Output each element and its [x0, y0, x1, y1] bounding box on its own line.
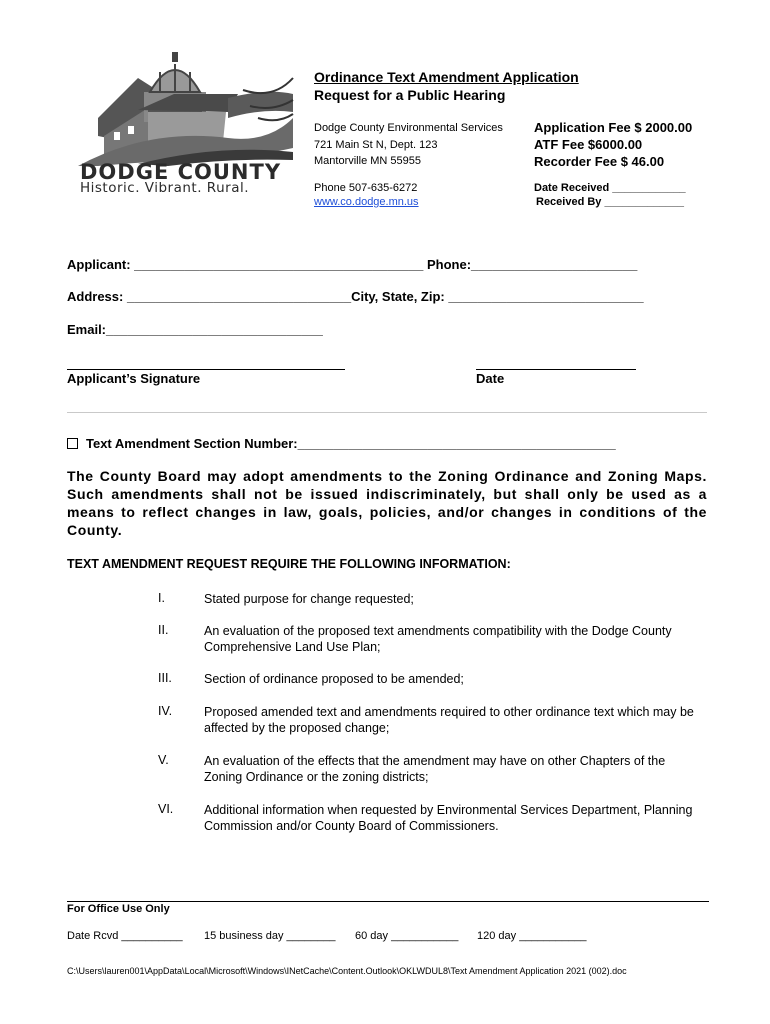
req-item: Section of ordinance proposed to be amended;: [204, 672, 464, 686]
req-num: VI.: [158, 802, 174, 816]
section-checkbox[interactable]: [67, 438, 78, 449]
intro-paragraph: The County Board may adopt amendments to the Zoning Ordinance and Zoning Maps. Such amendments shall not be issued indiscriminately, but shall only be used as a means to reflect changes in law, goals, policies, and/or changes in conditions of the County.: [67, 468, 707, 538]
date-label: Date: [476, 371, 505, 386]
req-num: IV.: [158, 704, 173, 718]
applicant-phone-field[interactable]: Applicant: ________________________________________ Phone:_______________________: [67, 257, 638, 272]
req-num: II.: [158, 623, 169, 637]
atf-fee: ATF Fee $6000.00: [534, 137, 643, 152]
req-num: V.: [158, 753, 169, 767]
recorder-fee: Recorder Fee $ 46.00: [534, 154, 665, 169]
office-divider: [67, 901, 709, 902]
signature-label: Applicant’s Signature: [67, 371, 201, 386]
date-rcvd-field[interactable]: Date Rcvd __________: [67, 930, 183, 942]
day-60-field[interactable]: 60 day ___________: [355, 930, 459, 942]
section-number-row: [67, 436, 616, 451]
email-field[interactable]: Email:______________________________: [67, 322, 323, 337]
application-fee: Application Fee $ 2000.00: [534, 120, 693, 135]
date-line[interactable]: [476, 369, 636, 370]
file-path-footer: C:\Users\lauren001\AppData\Local\Microsoft\Windows\INetCache\Content.Outlook\OKLWDUL8\Text Amendment Application 2021 (002).doc: [67, 966, 627, 976]
req-item: Additional information when requested by Environmental Services Department, Planning Commission and/or County Board of Commissioners.: [204, 803, 693, 833]
date-received-field[interactable]: Date Received ____________: [534, 182, 686, 194]
divider: [67, 412, 707, 413]
phone-text: Phone 507-635-6272: [314, 182, 418, 194]
business-day-field[interactable]: 15 business day ________: [204, 930, 336, 942]
req-num: I.: [158, 591, 165, 605]
logo-tagline: Historic. Vibrant. Rural.: [80, 180, 250, 196]
requirements-heading: TEXT AMENDMENT REQUEST REQUIRE THE FOLLOWING INFORMATION:: [67, 557, 511, 571]
req-item: Stated purpose for change requested;: [204, 592, 414, 606]
website-link[interactable]: www.co.dodge.mn.us: [314, 196, 419, 208]
form-title: Ordinance Text Amendment Application: [314, 69, 579, 85]
day-120-field[interactable]: 120 day ___________: [477, 930, 587, 942]
req-item: Proposed amended text and amendments required to other ordinance text which may be affected by the proposed change;: [204, 705, 694, 735]
form-subtitle: Request for a Public Hearing: [314, 87, 506, 103]
received-by-field[interactable]: Received By _____________: [536, 196, 685, 208]
address-line-2: 721 Main St N, Dept. 123: [314, 139, 438, 151]
logo-title: DODGE COUNTY: [80, 160, 282, 184]
req-num: III.: [158, 671, 172, 685]
req-item: An evaluation of the effects that the amendment may have on other Chapters of the Zoning Ordinance or the zoning districts;: [204, 754, 666, 784]
section-number-field[interactable]: Text Amendment Section Number:____________________________________________: [86, 436, 616, 451]
req-item: An evaluation of the proposed text amendments compatibility with the Dodge County Comprehensive Land Use Plan;: [204, 624, 672, 654]
address-line-3: Mantorville MN 55955: [314, 155, 421, 167]
address-city-field[interactable]: Address: _______________________________City, State, Zip: ___________________________: [67, 289, 644, 304]
office-use-heading: For Office Use Only: [67, 903, 170, 915]
signature-line[interactable]: [67, 369, 345, 370]
address-line-1: Dodge County Environmental Services: [314, 122, 503, 134]
